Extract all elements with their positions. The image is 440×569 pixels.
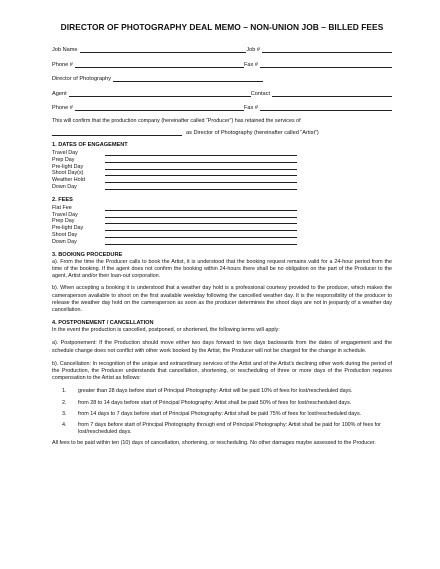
list-item: 2. from 28 to 14 days before start of Principal Photography: Artist shall be paid 50% of fees for lost/rescheduled days. — [62, 399, 352, 406]
agent-row — [52, 82, 392, 96]
fee-field[interactable] — [105, 239, 297, 245]
document-title: DIRECTOR OF PHOTOGRAPHY DEAL MEMO – NON-UNION JOB – BILLED FEES — [60, 22, 384, 32]
agent-label: Agent — [52, 90, 67, 97]
fax-field-2[interactable] — [260, 104, 392, 111]
date-item: Shoot Day(s) — [52, 170, 392, 177]
date-field[interactable] — [105, 170, 297, 176]
postponement-heading: 4. POSTPONEMENT / CANCELLATION — [52, 320, 154, 327]
dates-heading: 1. DATES OF ENGAGEMENT — [52, 142, 128, 149]
fees-heading: 2. FEES — [52, 196, 73, 203]
phone-row-1 — [52, 53, 392, 67]
fee-field[interactable] — [105, 232, 297, 238]
job-row — [52, 39, 392, 53]
fee-item: Shoot Day — [52, 231, 392, 238]
fax-field-1[interactable] — [260, 61, 392, 68]
contact-label: Contact — [250, 90, 270, 97]
contact-field[interactable] — [272, 90, 392, 97]
fee-field[interactable] — [105, 225, 297, 231]
date-field[interactable] — [105, 150, 297, 156]
fee-item: Travel Day — [52, 211, 392, 218]
job-name-field[interactable] — [80, 46, 247, 53]
postponement-intro: In the event the production is cancelled, postponed, or shortened, the following terms will apply: — [52, 327, 280, 334]
list-item: 1. greater than 28 days before start of Principal Photography: Artist will be paid 10% of fees for lost/rescheduled days. — [62, 388, 353, 395]
phone-label-1: Phone # — [52, 61, 73, 68]
date-item: Prep Day — [52, 156, 392, 163]
fee-field[interactable] — [105, 205, 297, 211]
agent-field[interactable] — [69, 90, 251, 97]
list-item: 4. from 7 days before start of Principal Photography through end of Principal Photography: Artist shall be paid for 100% of fees for lost/rescheduled days. — [62, 421, 381, 436]
fees-list — [52, 204, 392, 245]
cancellation-terms-list — [52, 388, 392, 436]
fee-item: Prep Day — [52, 218, 392, 225]
dop-label: Director of Photography — [52, 76, 112, 83]
dop-field[interactable] — [113, 75, 263, 82]
fee-item: Down Day — [52, 238, 392, 245]
phone-row-2 — [52, 97, 392, 111]
date-field[interactable] — [105, 184, 297, 190]
date-item: Pre-light Day — [52, 163, 392, 170]
fee-item: Flat Fee — [52, 204, 392, 211]
date-field[interactable] — [105, 157, 297, 163]
booking-para-b: b). When accepting a booking it is understood that a weather day hold is a professional courtesy provided to the producer, which makes the cameraperson available to shoot on the first available weekday following the cancelled weather day. It is the responsibility of the producer to release the weather day hold on the cameraperson as soon as the producer determines the shoot days are not in jeopardy of a weather day cancellation. — [52, 285, 392, 313]
fee-item: Pre-light Day — [52, 224, 392, 231]
date-field[interactable] — [105, 164, 297, 170]
list-item: 3. from 14 days to 7 days before start of Principal Photography: Artist shall be paid 75% of fees for lost/rescheduled days. — [62, 410, 362, 417]
date-item: Travel Day — [52, 149, 392, 156]
postponement-para-a: a). Postponement: If the Production should move either two days forward to two days backwards from the dates of engagement and the schedule change does not conflict with other work booked by the Artist, the Producer will not be charged for the change in schedule. — [52, 340, 392, 354]
phone-field-2[interactable] — [75, 104, 244, 111]
dop-row — [52, 68, 392, 82]
job-name-label: Job Name — [52, 47, 78, 54]
job-no-label: Job # — [246, 47, 260, 54]
intro-line-1: This will confirm that the production company (hereinafter called “Producer”) has retained the services of — [52, 117, 301, 124]
closing-paragraph: All fees to be paid within ten (10) days of cancellation, shortening, or rescheduling. No other damages maybe assessed to the Producer. — [52, 440, 376, 447]
fee-field[interactable] — [105, 218, 297, 224]
date-item: Down Day — [52, 183, 392, 190]
cancellation-para-b: b). Cancellation: In recognition of the unique and extraordinary services of the Artist and of the Artist’s declining other work during the period of the Production, the Producer understands that cancellation, shortening, or rescheduling of three or more days of the Production requires compensation to the Artist as follows: — [52, 360, 392, 382]
fax-label-1: Fax # — [244, 61, 258, 68]
booking-para-a: a). From the time the Producer calls to book the Artist, it is understood that the booking request remains valid for a 24-hour period from the time of the booking. If the agent does not confirm the booking within 24-hours there shall be no obligation on the part of the Producer to the agent, Artist and/or their loan-out corporation. — [52, 258, 392, 280]
date-item: Weather Hold — [52, 176, 392, 183]
job-no-field[interactable] — [262, 46, 392, 53]
intro-line-2: as Director of Photography (hereinafter called “Artist”) — [186, 130, 319, 137]
phone-field-1[interactable] — [75, 61, 244, 68]
fee-field[interactable] — [105, 212, 297, 218]
phone-label-2: Phone # — [52, 104, 73, 111]
artist-name-field[interactable] — [52, 129, 182, 136]
date-field[interactable] — [105, 177, 297, 183]
booking-heading: 3. BOOKING PROCEDURE — [52, 251, 123, 258]
fax-label-2: Fax # — [244, 104, 258, 111]
artist-row — [52, 125, 392, 136]
dates-list — [52, 149, 392, 190]
